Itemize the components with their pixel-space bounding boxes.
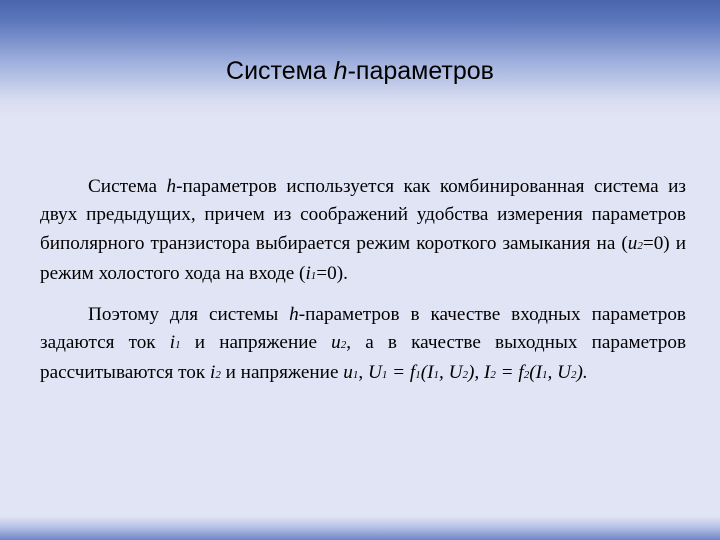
slide-body <box>40 173 686 390</box>
formula-eq1: = <box>387 362 410 384</box>
formula-open2: ( <box>529 362 536 384</box>
formula-f2: f <box>518 362 524 384</box>
p1-h-symbol: h <box>166 176 177 197</box>
p1-u-symbol: u <box>627 232 638 254</box>
formula-I1b-subscript: 1 <box>541 369 548 382</box>
p2-u2-symbol: u <box>331 332 341 354</box>
formula-U2b-subscript: 2 <box>570 369 577 382</box>
p2-text-5: и напряжение <box>220 362 344 384</box>
formula-U1: U <box>367 362 382 384</box>
formula-comma2: , <box>547 362 558 384</box>
formula-U2-subscript: 2 <box>462 369 468 382</box>
title-variable: h <box>333 57 348 85</box>
formula-f1: f <box>409 362 416 384</box>
p2-text-2: -параметров в качестве входных параметров задаются ток <box>40 303 686 354</box>
p2-i2-subscript: 2 <box>215 369 221 382</box>
formula-f2-subscript: 2 <box>523 369 530 382</box>
paragraph-1 <box>40 173 686 291</box>
formula-close2: ). <box>576 362 588 384</box>
formula-I1-subscript: 1 <box>433 369 439 382</box>
p2-text-3: и напряжение <box>180 332 332 354</box>
title-prefix: Система <box>226 57 334 85</box>
formula-I2: I <box>483 362 491 384</box>
formula-comma1: , <box>438 362 449 384</box>
footer-band <box>0 516 720 540</box>
p1-text-3: =0) и режим холостого хода на входе ( <box>40 232 686 285</box>
formula-I1b: I <box>535 362 542 384</box>
formula-f1-subscript: 1 <box>415 369 421 382</box>
p2-text-1: Поэтому для системы <box>88 303 290 325</box>
p2-u2-subscript: 2 <box>340 339 347 352</box>
p2-i2-symbol: i <box>209 362 216 384</box>
formula-eq2: = <box>495 362 519 384</box>
paragraph-2 <box>40 301 686 390</box>
p1-i-subscript: 1 <box>310 270 317 283</box>
p1-u-subscript: 2 <box>637 239 643 252</box>
formula-close1: ), <box>467 362 484 384</box>
p1-text-1: Система <box>88 176 167 197</box>
p2-h-symbol: h <box>289 303 299 325</box>
slide-title <box>0 54 720 88</box>
formula-I1: I <box>427 362 434 384</box>
formula-U2: U <box>448 362 463 384</box>
p2-u1-subscript: 1 <box>352 369 359 382</box>
formula-U1-subscript: 1 <box>381 369 388 382</box>
p2-u1-symbol: u <box>343 362 353 384</box>
p1-i-symbol: i <box>305 263 311 285</box>
p2-text-4: , а в качестве выходных параметров рассчитываются ток <box>40 332 687 384</box>
formula <box>368 362 588 383</box>
p2-i1-subscript: 1 <box>175 339 181 352</box>
p1-text-2: -параметров используется как комбинированная система из двух предыдущих, причем из соображений удобства измерения параметров биполярного транзистора выбирается режим короткого замыкания на ( <box>40 176 686 254</box>
title-suffix: -параметров <box>347 57 494 85</box>
p2-i1-symbol: i <box>169 332 176 354</box>
p2-text-6: , <box>358 362 368 384</box>
formula-U2b: U <box>557 362 571 384</box>
formula-open1: ( <box>420 362 428 384</box>
formula-I2-subscript: 2 <box>490 369 496 382</box>
p1-text-4: =0). <box>316 263 348 285</box>
